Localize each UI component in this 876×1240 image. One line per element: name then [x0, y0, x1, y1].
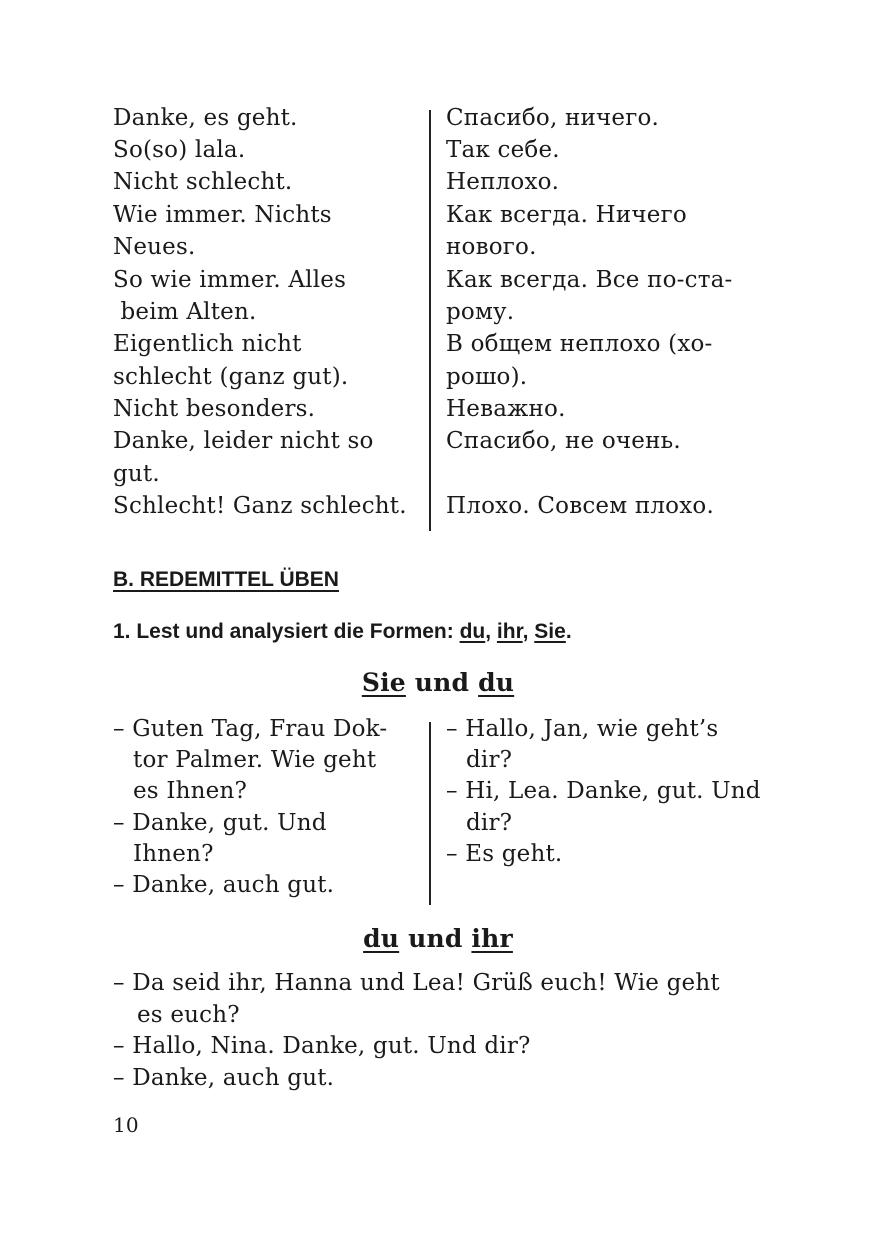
dialog-line: – Es geht. [446, 841, 563, 867]
dialog-line: es euch? [137, 1002, 240, 1028]
dialog1-title [0, 668, 876, 697]
dialog-line: – Danke, auch gut. [113, 872, 335, 898]
column-divider [429, 110, 431, 531]
task-separator: , [522, 620, 535, 643]
dialog-line: – Guten Tag, Frau Dok- [113, 716, 388, 742]
russian-phrase: Так себе. [446, 137, 560, 163]
dialog-line: – Da seid ihr, Hanna und Lea! Grüß euch! Wie geht [113, 970, 720, 996]
dialog-line: es Ihnen? [133, 778, 247, 804]
german-phrase: beim Alten. [113, 299, 257, 325]
german-phrase: Nicht besonders. [113, 396, 316, 422]
task-instruction [113, 620, 572, 644]
russian-phrase: рому. [446, 299, 515, 325]
russian-phrase: Спасибо, ничего. [446, 105, 660, 131]
russian-phrase: Спасибо, не очень. [446, 428, 681, 454]
task-prefix: 1. Lest und analysiert die Formen: [113, 620, 460, 643]
german-phrase: gut. [113, 461, 160, 487]
german-phrase: schlecht (ganz gut). [113, 364, 349, 390]
task-suffix: . [565, 620, 572, 643]
dialog1-title-und: und [405, 668, 479, 697]
task-form-ihr: ihr [496, 620, 523, 643]
dialog-line: dir? [466, 747, 513, 773]
russian-phrase: Неплохо. [446, 169, 560, 195]
german-phrase: Schlecht! Ganz schlecht. [113, 493, 407, 519]
german-phrase: So wie immer. Alles [113, 267, 347, 293]
dialog-line: dir? [466, 810, 513, 836]
german-phrase: Danke, leider nicht so [113, 428, 374, 454]
dialog-line: – Danke, auch gut. [113, 1065, 335, 1091]
russian-phrase: нового. [446, 234, 537, 260]
russian-phrase: Плохо. Совсем плохо. [446, 493, 714, 519]
dialog2-title-du: du [363, 924, 400, 953]
german-phrase: So(so) lala. [113, 137, 246, 163]
dialog-line: – Hallo, Nina. Danke, gut. Und dir? [113, 1033, 531, 1059]
dialog2-title-und: und [399, 924, 472, 953]
german-phrase: Danke, es geht. [113, 105, 298, 131]
german-phrase: Nicht schlecht. [113, 169, 293, 195]
dialog2-title-ihr: ihr [471, 924, 513, 953]
dialog-line: tor Palmer. Wie geht [133, 747, 377, 773]
dialog-line: – Hi, Lea. Danke, gut. Und [446, 778, 761, 804]
section-heading: B. REDEMITTEL ÜBEN [113, 568, 339, 591]
russian-phrase: Неважно. [446, 396, 566, 422]
dialog-line: – Hallo, Jan, wie geht’s [446, 716, 719, 742]
dialog1-title-du: du [478, 668, 515, 697]
dialog1-divider [429, 722, 431, 905]
dialog-line: Ihnen? [133, 841, 214, 867]
dialog2-title [0, 924, 876, 953]
task-separator: , [485, 620, 497, 643]
task-form-du: du [459, 620, 486, 643]
dialog1-title-sie: Sie [361, 668, 406, 697]
german-phrase: Wie immer. Nichts [113, 202, 332, 228]
russian-phrase: Как всегда. Ничего [446, 202, 687, 228]
russian-phrase: Как всегда. Все по-ста- [446, 267, 733, 293]
german-phrase: Neues. [113, 234, 196, 260]
german-phrase: Eigentlich nicht [113, 331, 302, 357]
dialog-line: – Danke, gut. Und [113, 810, 327, 836]
page-number: 10 [113, 1113, 139, 1137]
task-form-sie: Sie [534, 620, 566, 643]
russian-phrase: В общем неплохо (хо- [446, 331, 713, 357]
russian-phrase: рошо). [446, 364, 528, 390]
